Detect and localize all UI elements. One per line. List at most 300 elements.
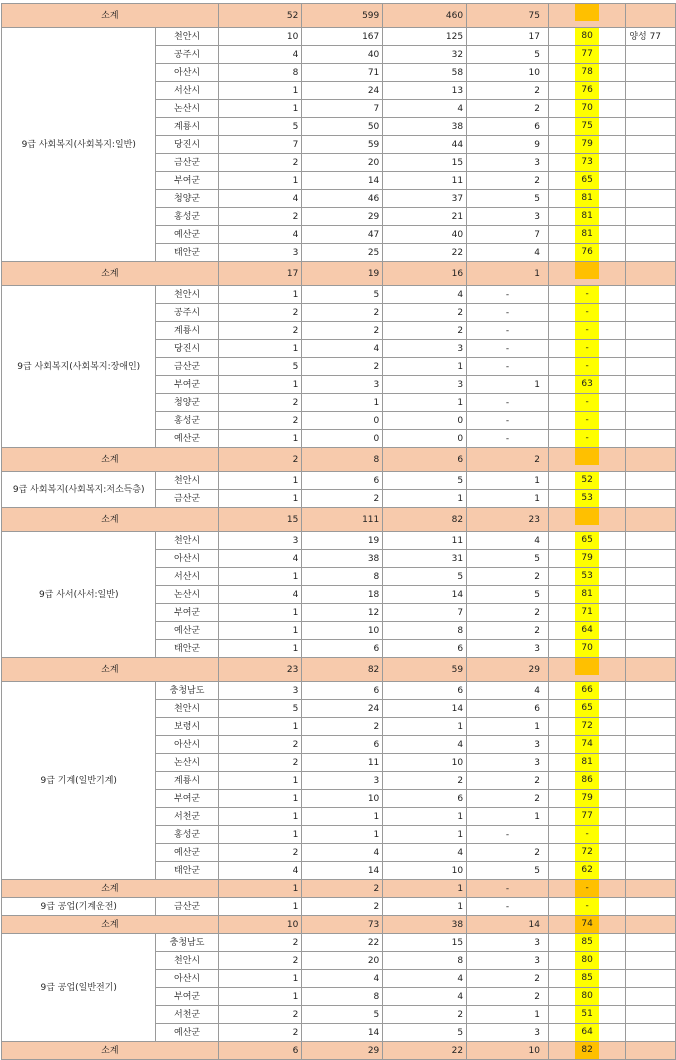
score-cell bbox=[549, 568, 626, 586]
col-2-cell: 6 bbox=[302, 682, 383, 700]
col-1-cell: 1 bbox=[218, 898, 302, 916]
region-cell: 부여군 bbox=[156, 172, 218, 190]
col-4-cell: - bbox=[467, 430, 549, 448]
region-cell: 논산시 bbox=[156, 100, 218, 118]
col-4-cell: 5 bbox=[467, 190, 549, 208]
col-1-cell: 2 bbox=[218, 1024, 302, 1042]
score-cell bbox=[549, 772, 626, 790]
col-4-cell: 2 bbox=[467, 568, 549, 586]
col-2-cell: 22 bbox=[302, 934, 383, 952]
col-4-cell: 2 bbox=[467, 970, 549, 988]
score-cell bbox=[549, 604, 626, 622]
note-cell bbox=[626, 826, 676, 844]
col-2-cell: 3 bbox=[302, 376, 383, 394]
score-cell bbox=[549, 430, 626, 448]
note-cell bbox=[626, 430, 676, 448]
score-highlight: 78 bbox=[575, 64, 599, 81]
col-4-cell: 2 bbox=[467, 604, 549, 622]
region-cell: 공주시 bbox=[156, 46, 218, 64]
score-highlight: 81 bbox=[575, 208, 599, 225]
col-4-cell: 2 bbox=[467, 82, 549, 100]
subtotal-col-1: 10 bbox=[218, 916, 302, 934]
col-3-cell: 1 bbox=[383, 718, 467, 736]
col-2-cell: 71 bbox=[302, 64, 383, 82]
col-1-cell: 4 bbox=[218, 46, 302, 64]
score-cell bbox=[549, 898, 626, 916]
col-3-cell: 4 bbox=[383, 988, 467, 1006]
score-highlight: 70 bbox=[575, 640, 599, 657]
subtotal-note bbox=[626, 262, 676, 286]
subtotal-note bbox=[626, 1042, 676, 1060]
region-cell: 부여군 bbox=[156, 790, 218, 808]
col-2-cell: 4 bbox=[302, 340, 383, 358]
col-1-cell: 1 bbox=[218, 790, 302, 808]
col-4-cell: - bbox=[467, 394, 549, 412]
col-2-cell: 2 bbox=[302, 898, 383, 916]
col-3-cell: 40 bbox=[383, 226, 467, 244]
category-title: 9급 사서(사서:일반) bbox=[2, 532, 156, 658]
region-cell: 공주시 bbox=[156, 304, 218, 322]
col-2-cell: 0 bbox=[302, 430, 383, 448]
col-3-cell: 44 bbox=[383, 136, 467, 154]
subtotal-note bbox=[626, 508, 676, 532]
subtotal-col-4: 2 bbox=[467, 448, 549, 472]
col-2-cell: 47 bbox=[302, 226, 383, 244]
col-4-cell: 2 bbox=[467, 772, 549, 790]
col-1-cell: 4 bbox=[218, 226, 302, 244]
note-cell bbox=[626, 736, 676, 754]
col-3-cell: 22 bbox=[383, 244, 467, 262]
col-1-cell: 1 bbox=[218, 172, 302, 190]
region-cell: 충청남도 bbox=[156, 682, 218, 700]
score-cell bbox=[549, 1006, 626, 1024]
score-cell bbox=[549, 154, 626, 172]
score-highlight: - bbox=[575, 412, 599, 429]
col-3-cell: 11 bbox=[383, 532, 467, 550]
region-cell: 아산시 bbox=[156, 970, 218, 988]
col-3-cell: 38 bbox=[383, 118, 467, 136]
score-highlight: 82 bbox=[575, 1042, 599, 1059]
table-row bbox=[2, 28, 676, 46]
col-1-cell: 4 bbox=[218, 550, 302, 568]
region-cell: 계룡시 bbox=[156, 118, 218, 136]
col-4-cell: - bbox=[467, 340, 549, 358]
col-1-cell: 10 bbox=[218, 28, 302, 46]
col-2-cell: 38 bbox=[302, 550, 383, 568]
col-3-cell: 2 bbox=[383, 322, 467, 340]
col-1-cell: 1 bbox=[218, 376, 302, 394]
score-cell bbox=[549, 754, 626, 772]
score-cell bbox=[549, 586, 626, 604]
region-cell: 금산군 bbox=[156, 490, 218, 508]
region-cell: 계룡시 bbox=[156, 772, 218, 790]
col-3-cell: 1 bbox=[383, 898, 467, 916]
score-cell bbox=[549, 82, 626, 100]
subtotal-col-1: 17 bbox=[218, 262, 302, 286]
subtotal-col-3: 59 bbox=[383, 658, 467, 682]
col-3-cell: 4 bbox=[383, 970, 467, 988]
note-cell bbox=[626, 772, 676, 790]
col-3-cell: 4 bbox=[383, 286, 467, 304]
col-1-cell: 5 bbox=[218, 358, 302, 376]
score-cell bbox=[549, 658, 626, 682]
region-cell: 예산군 bbox=[156, 1024, 218, 1042]
subtotal-col-2: 29 bbox=[302, 1042, 383, 1060]
score-cell bbox=[549, 244, 626, 262]
region-cell: 부여군 bbox=[156, 376, 218, 394]
col-3-cell: 1 bbox=[383, 826, 467, 844]
col-4-cell: 2 bbox=[467, 622, 549, 640]
score-cell bbox=[549, 916, 626, 934]
score-cell bbox=[549, 136, 626, 154]
region-cell: 서산시 bbox=[156, 568, 218, 586]
region-cell: 서산시 bbox=[156, 82, 218, 100]
score-highlight: - bbox=[575, 286, 599, 303]
col-3-cell: 2 bbox=[383, 772, 467, 790]
subtotal-row bbox=[2, 658, 676, 682]
score-highlight: 64 bbox=[575, 622, 599, 639]
region-cell: 서천군 bbox=[156, 1006, 218, 1024]
col-3-cell: 6 bbox=[383, 682, 467, 700]
subtotal-note bbox=[626, 448, 676, 472]
region-cell: 당진시 bbox=[156, 340, 218, 358]
note-cell bbox=[626, 844, 676, 862]
col-3-cell: 2 bbox=[383, 304, 467, 322]
col-1-cell: 8 bbox=[218, 64, 302, 82]
col-4-cell: 1 bbox=[467, 718, 549, 736]
category-title: 9급 공업(일반전기) bbox=[2, 934, 156, 1042]
col-2-cell: 167 bbox=[302, 28, 383, 46]
score-cell bbox=[549, 472, 626, 490]
score-cell bbox=[549, 1024, 626, 1042]
col-4-cell: 17 bbox=[467, 28, 549, 46]
score-highlight bbox=[575, 658, 599, 675]
note-cell bbox=[626, 682, 676, 700]
col-2-cell: 20 bbox=[302, 952, 383, 970]
col-2-cell: 0 bbox=[302, 412, 383, 430]
col-1-cell: 3 bbox=[218, 532, 302, 550]
col-2-cell: 19 bbox=[302, 532, 383, 550]
col-1-cell: 2 bbox=[218, 208, 302, 226]
col-1-cell: 2 bbox=[218, 736, 302, 754]
score-highlight: 80 bbox=[575, 988, 599, 1005]
col-2-cell: 5 bbox=[302, 1006, 383, 1024]
score-highlight: - bbox=[575, 826, 599, 843]
note-cell bbox=[626, 190, 676, 208]
note-cell: 양성 77 bbox=[626, 28, 676, 46]
subtotal-row bbox=[2, 262, 676, 286]
score-cell bbox=[549, 970, 626, 988]
results-table bbox=[1, 3, 676, 1060]
col-3-cell: 11 bbox=[383, 172, 467, 190]
col-4-cell: 3 bbox=[467, 934, 549, 952]
col-4-cell: 5 bbox=[467, 586, 549, 604]
score-highlight: 53 bbox=[575, 568, 599, 585]
note-cell bbox=[626, 586, 676, 604]
col-1-cell: 3 bbox=[218, 244, 302, 262]
note-cell bbox=[626, 898, 676, 916]
table-row bbox=[2, 286, 676, 304]
col-1-cell: 1 bbox=[218, 718, 302, 736]
col-2-cell: 46 bbox=[302, 190, 383, 208]
region-cell: 아산시 bbox=[156, 736, 218, 754]
col-4-cell: 3 bbox=[467, 736, 549, 754]
col-2-cell: 10 bbox=[302, 790, 383, 808]
subtotal-col-4: 23 bbox=[467, 508, 549, 532]
score-cell bbox=[549, 622, 626, 640]
note-cell bbox=[626, 340, 676, 358]
col-2-cell: 2 bbox=[302, 358, 383, 376]
region-cell: 태안군 bbox=[156, 862, 218, 880]
score-highlight: 81 bbox=[575, 226, 599, 243]
col-1-cell: 2 bbox=[218, 1006, 302, 1024]
score-cell bbox=[549, 4, 626, 28]
col-3-cell: 15 bbox=[383, 934, 467, 952]
score-cell bbox=[549, 880, 626, 898]
col-3-cell: 1 bbox=[383, 490, 467, 508]
note-cell bbox=[626, 376, 676, 394]
score-cell bbox=[549, 322, 626, 340]
col-4-cell: 4 bbox=[467, 244, 549, 262]
note-cell bbox=[626, 970, 676, 988]
score-cell bbox=[549, 934, 626, 952]
region-cell: 청양군 bbox=[156, 190, 218, 208]
subtotal-note bbox=[626, 658, 676, 682]
region-cell: 청양군 bbox=[156, 394, 218, 412]
region-cell: 천안시 bbox=[156, 472, 218, 490]
subtotal-col-2: 599 bbox=[302, 4, 383, 28]
col-3-cell: 1 bbox=[383, 394, 467, 412]
col-1-cell: 1 bbox=[218, 970, 302, 988]
col-4-cell: 5 bbox=[467, 550, 549, 568]
col-3-cell: 0 bbox=[383, 430, 467, 448]
table-row bbox=[2, 934, 676, 952]
table-row bbox=[2, 682, 676, 700]
subtotal-col-3: 1 bbox=[383, 880, 467, 898]
note-cell bbox=[626, 718, 676, 736]
col-3-cell: 15 bbox=[383, 154, 467, 172]
col-3-cell: 125 bbox=[383, 28, 467, 46]
col-2-cell: 5 bbox=[302, 286, 383, 304]
col-2-cell: 14 bbox=[302, 1024, 383, 1042]
col-2-cell: 3 bbox=[302, 772, 383, 790]
region-cell: 예산군 bbox=[156, 430, 218, 448]
category-title: 9급 사회복지(사회복지:일반) bbox=[2, 28, 156, 262]
col-2-cell: 7 bbox=[302, 100, 383, 118]
score-highlight: 66 bbox=[575, 682, 599, 699]
score-highlight: 79 bbox=[575, 790, 599, 807]
col-3-cell: 3 bbox=[383, 376, 467, 394]
region-cell: 부여군 bbox=[156, 604, 218, 622]
score-cell bbox=[549, 988, 626, 1006]
col-1-cell: 4 bbox=[218, 190, 302, 208]
region-cell: 예산군 bbox=[156, 226, 218, 244]
subtotal-col-2: 2 bbox=[302, 880, 383, 898]
col-3-cell: 2 bbox=[383, 1006, 467, 1024]
col-2-cell: 1 bbox=[302, 808, 383, 826]
score-cell bbox=[549, 862, 626, 880]
col-4-cell: 1 bbox=[467, 808, 549, 826]
score-highlight: 72 bbox=[575, 718, 599, 735]
region-cell: 충청남도 bbox=[156, 934, 218, 952]
subtotal-label: 소계 bbox=[2, 4, 219, 28]
col-2-cell: 6 bbox=[302, 736, 383, 754]
col-4-cell: - bbox=[467, 412, 549, 430]
col-3-cell: 13 bbox=[383, 82, 467, 100]
col-4-cell: 3 bbox=[467, 208, 549, 226]
score-cell bbox=[549, 844, 626, 862]
col-3-cell: 6 bbox=[383, 640, 467, 658]
subtotal-row bbox=[2, 916, 676, 934]
col-1-cell: 1 bbox=[218, 604, 302, 622]
col-3-cell: 0 bbox=[383, 412, 467, 430]
col-1-cell: 1 bbox=[218, 430, 302, 448]
region-cell: 태안군 bbox=[156, 244, 218, 262]
score-cell bbox=[549, 304, 626, 322]
col-1-cell: 1 bbox=[218, 286, 302, 304]
score-highlight: 63 bbox=[575, 376, 599, 393]
note-cell bbox=[626, 226, 676, 244]
col-2-cell: 2 bbox=[302, 490, 383, 508]
col-3-cell: 10 bbox=[383, 754, 467, 772]
score-highlight: 86 bbox=[575, 772, 599, 789]
col-3-cell: 3 bbox=[383, 340, 467, 358]
col-4-cell: 2 bbox=[467, 100, 549, 118]
col-2-cell: 11 bbox=[302, 754, 383, 772]
col-3-cell: 5 bbox=[383, 1024, 467, 1042]
subtotal-col-3: 82 bbox=[383, 508, 467, 532]
note-cell bbox=[626, 322, 676, 340]
col-1-cell: 2 bbox=[218, 844, 302, 862]
score-highlight bbox=[575, 262, 599, 279]
region-cell: 아산시 bbox=[156, 64, 218, 82]
subtotal-label: 소계 bbox=[2, 262, 219, 286]
score-highlight: 70 bbox=[575, 100, 599, 117]
note-cell bbox=[626, 1006, 676, 1024]
score-highlight: - bbox=[575, 430, 599, 447]
subtotal-row bbox=[2, 508, 676, 532]
region-cell: 부여군 bbox=[156, 988, 218, 1006]
score-highlight: 79 bbox=[575, 550, 599, 567]
region-cell: 예산군 bbox=[156, 622, 218, 640]
score-highlight: 62 bbox=[575, 862, 599, 879]
note-cell bbox=[626, 304, 676, 322]
col-1-cell: 1 bbox=[218, 490, 302, 508]
score-highlight: 72 bbox=[575, 844, 599, 861]
region-cell: 금산군 bbox=[156, 898, 218, 916]
subtotal-col-2: 82 bbox=[302, 658, 383, 682]
col-3-cell: 14 bbox=[383, 700, 467, 718]
score-highlight: 85 bbox=[575, 970, 599, 987]
subtotal-col-3: 460 bbox=[383, 4, 467, 28]
col-1-cell: 1 bbox=[218, 772, 302, 790]
score-highlight: 52 bbox=[575, 472, 599, 489]
col-3-cell: 4 bbox=[383, 100, 467, 118]
subtotal-col-1: 2 bbox=[218, 448, 302, 472]
subtotal-col-2: 73 bbox=[302, 916, 383, 934]
col-3-cell: 8 bbox=[383, 952, 467, 970]
score-cell bbox=[549, 286, 626, 304]
col-2-cell: 8 bbox=[302, 568, 383, 586]
note-cell bbox=[626, 64, 676, 82]
score-cell bbox=[549, 790, 626, 808]
score-cell bbox=[549, 532, 626, 550]
region-cell: 천안시 bbox=[156, 952, 218, 970]
note-cell bbox=[626, 490, 676, 508]
subtotal-col-4: 1 bbox=[467, 262, 549, 286]
score-cell bbox=[549, 118, 626, 136]
col-1-cell: 7 bbox=[218, 136, 302, 154]
score-highlight: 81 bbox=[575, 754, 599, 771]
col-1-cell: 2 bbox=[218, 154, 302, 172]
region-cell: 금산군 bbox=[156, 358, 218, 376]
col-4-cell: 5 bbox=[467, 46, 549, 64]
col-2-cell: 12 bbox=[302, 604, 383, 622]
col-3-cell: 32 bbox=[383, 46, 467, 64]
score-cell bbox=[549, 736, 626, 754]
subtotal-col-4: 29 bbox=[467, 658, 549, 682]
col-3-cell: 21 bbox=[383, 208, 467, 226]
region-cell: 금산군 bbox=[156, 154, 218, 172]
col-2-cell: 2 bbox=[302, 718, 383, 736]
score-highlight: 73 bbox=[575, 154, 599, 171]
col-3-cell: 6 bbox=[383, 790, 467, 808]
subtotal-label: 소계 bbox=[2, 448, 219, 472]
score-highlight: 53 bbox=[575, 490, 599, 507]
score-cell bbox=[549, 394, 626, 412]
region-cell: 홍성군 bbox=[156, 208, 218, 226]
col-1-cell: 5 bbox=[218, 118, 302, 136]
col-4-cell: 2 bbox=[467, 988, 549, 1006]
col-1-cell: 2 bbox=[218, 754, 302, 772]
score-highlight: - bbox=[575, 898, 599, 915]
region-cell: 천안시 bbox=[156, 28, 218, 46]
col-1-cell: 2 bbox=[218, 952, 302, 970]
subtotal-col-2: 19 bbox=[302, 262, 383, 286]
col-2-cell: 2 bbox=[302, 322, 383, 340]
col-2-cell: 18 bbox=[302, 586, 383, 604]
subtotal-col-1: 23 bbox=[218, 658, 302, 682]
col-3-cell: 4 bbox=[383, 736, 467, 754]
col-2-cell: 24 bbox=[302, 82, 383, 100]
col-4-cell: 2 bbox=[467, 844, 549, 862]
note-cell bbox=[626, 640, 676, 658]
subtotal-row bbox=[2, 880, 676, 898]
region-cell: 논산시 bbox=[156, 586, 218, 604]
score-cell bbox=[549, 376, 626, 394]
region-cell: 논산시 bbox=[156, 754, 218, 772]
score-cell bbox=[549, 550, 626, 568]
table-row bbox=[2, 898, 676, 916]
note-cell bbox=[626, 808, 676, 826]
score-cell bbox=[549, 358, 626, 376]
col-1-cell: 1 bbox=[218, 82, 302, 100]
col-1-cell: 2 bbox=[218, 394, 302, 412]
subtotal-row bbox=[2, 1042, 676, 1060]
region-cell: 홍성군 bbox=[156, 412, 218, 430]
note-cell bbox=[626, 286, 676, 304]
note-cell bbox=[626, 46, 676, 64]
col-4-cell: 3 bbox=[467, 640, 549, 658]
col-4-cell: 1 bbox=[467, 490, 549, 508]
col-4-cell: 9 bbox=[467, 136, 549, 154]
score-highlight: - bbox=[575, 340, 599, 357]
score-cell bbox=[549, 1042, 626, 1060]
col-4-cell: 4 bbox=[467, 682, 549, 700]
col-1-cell: 1 bbox=[218, 826, 302, 844]
col-4-cell: 3 bbox=[467, 952, 549, 970]
score-highlight: 79 bbox=[575, 136, 599, 153]
